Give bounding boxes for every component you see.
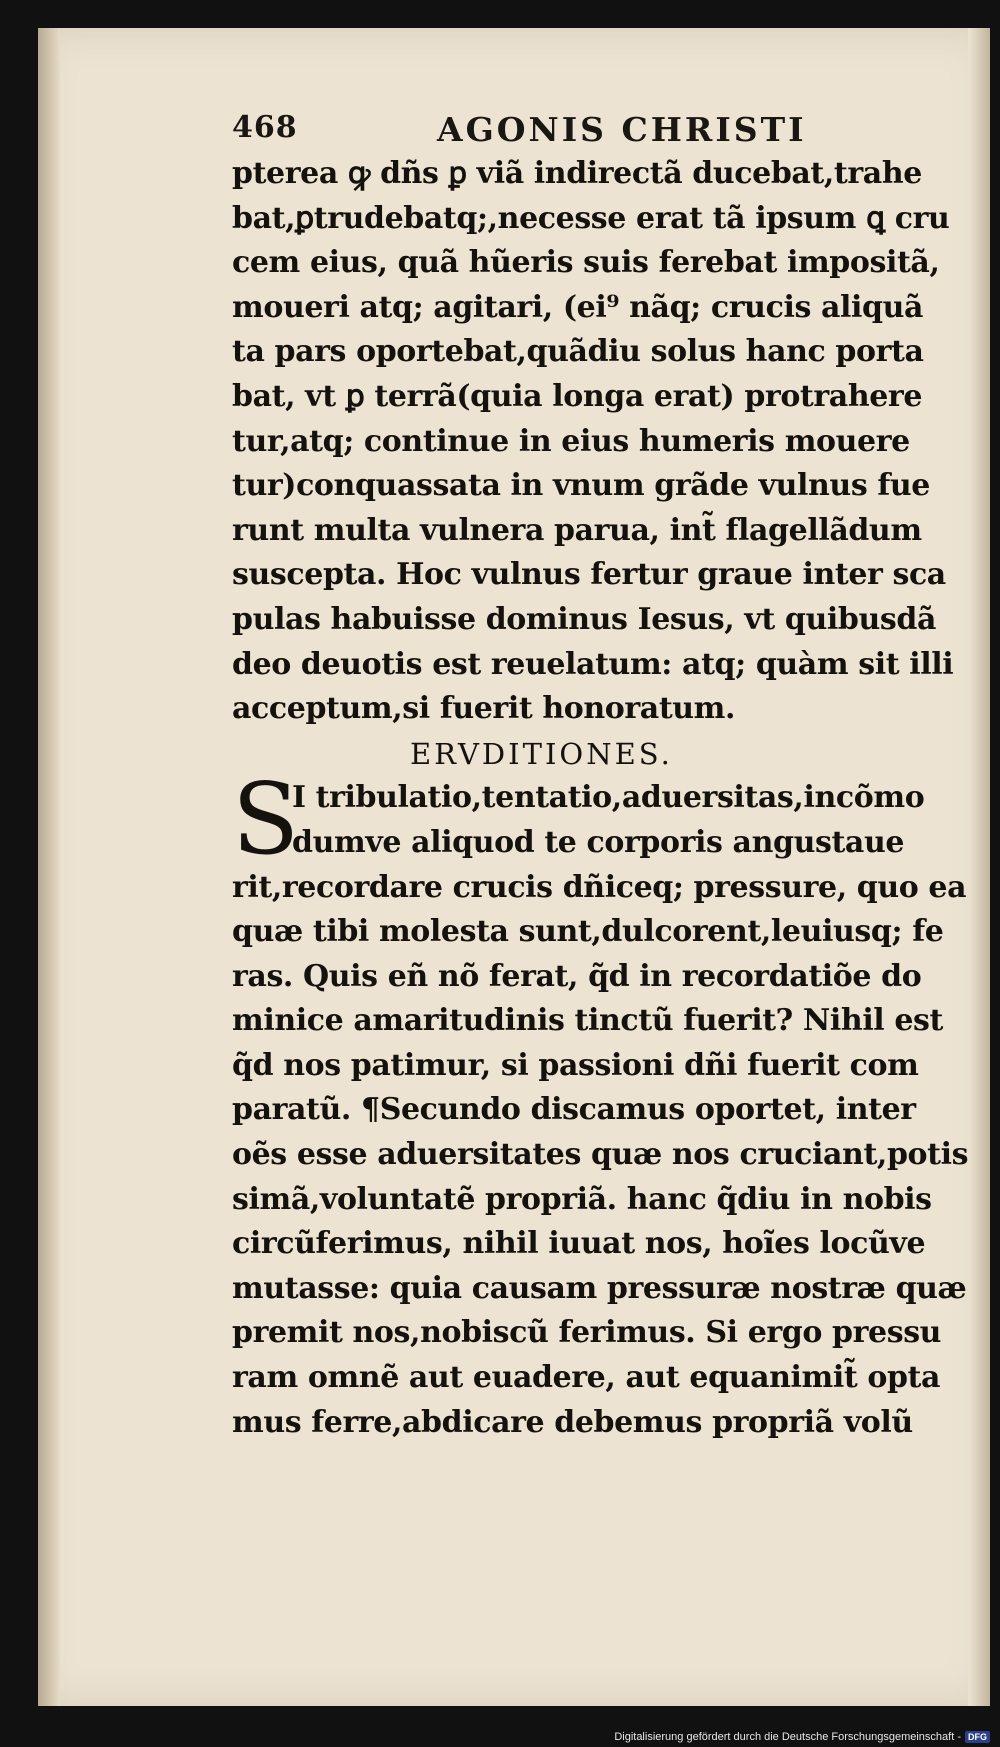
text-line: tur)conquassata in vnum grãde vulnus fue [232,468,930,504]
text-line: bat,ꝑtrudebatq;,necesse erat tã ipsum ꝗ cru [232,200,950,236]
text-line: bat, vt ꝑ terrã(quia longa erat) protrahere [232,378,923,414]
text-line: simã,voluntatẽ propriã. hanc q̃diu in nobis [232,1181,932,1217]
text-line: rit,recordare crucis dñiceq; pressure, quo ea [232,869,967,905]
text-line: mus ferre,abdicare debemus propriã volũ [232,1404,913,1440]
text-line: dumve aliquod te corporis angustaue [292,824,905,860]
text-line: minice amaritudinis tinctũ fuerit? Nihil est [232,1003,943,1039]
page-number: 468 [232,110,298,145]
text-line: suscepta. Hoc vulnus fertur graue inter sca [232,557,946,593]
text-line: mutasse: quia causam pressuræ nostræ quæ [232,1270,967,1306]
text-line: I tribulatio,tentatio,aduersitas,incõmo [292,780,925,816]
initial-indented-lines [232,763,932,878]
dfg-logo: DFG [965,1731,990,1743]
text-line: deo deuotis est reuelatum: atq; quàm sit illi [232,646,954,682]
text-line: oẽs esse aduersitates quæ nos cruciant,potis [232,1137,969,1173]
page-gutter-shadow [38,28,60,1706]
text-line: tur,atq; continue in eius humeris mouere [232,423,910,459]
text-block [232,152,969,1445]
text-line: cem eius, quã hũeris suis ferebat impositã, [232,245,940,281]
running-head-title: AGONIS CHRISTI [437,110,807,149]
paragraph-eruditiones [232,763,969,1445]
footer-text: Digitalisierung gefördert durch die Deutsche Forschungsgemeinschaft - [614,1731,961,1743]
text-line: premit nos,nobiscũ ferimus. Si ergo pressu [232,1315,942,1351]
text-line: q̃d nos patimur, si passioni dñi fuerit com [232,1047,919,1083]
text-line: pulas habuisse dominus Iesus, vt quibusdã [232,601,936,637]
paragraph-main [232,152,954,732]
text-line: ta pars oportebat,quãdiu solus hanc porta [232,334,924,370]
drop-cap-initial: S [232,763,300,878]
text-line: moueri atq; agitari, (ei⁹ nãq; crucis aliquã [232,289,924,325]
section-heading: ERVDITIONES. [410,736,673,771]
text-line: runt multa vulnera parua, int̃ flagellãdum [232,512,922,548]
text-line: paratũ. ¶Secundo discamus oportet, inter [232,1092,916,1128]
text-line: acceptum,si fuerit honoratum. [232,691,736,727]
text-line: ram omnẽ aut euadere, aut equanimit̃ opta [232,1360,941,1396]
running-head [232,110,932,158]
text-line: ras. Quis eñ nõ ferat, q̃d in recordatiõe do [232,958,922,994]
page-edge-shadow [968,28,990,1706]
text-line: quæ tibi molesta sunt,dulcorent,leuiusq; fe [232,914,944,950]
digitization-footer [614,1731,990,1743]
text-line: pterea ꝙ dñs ꝑ viã indirectã ducebat,trahe [232,156,922,191]
text-line: circũferimus, nihil iuuat nos, hoĩes locũve [232,1226,926,1262]
paragraph-continuation [232,866,969,1446]
